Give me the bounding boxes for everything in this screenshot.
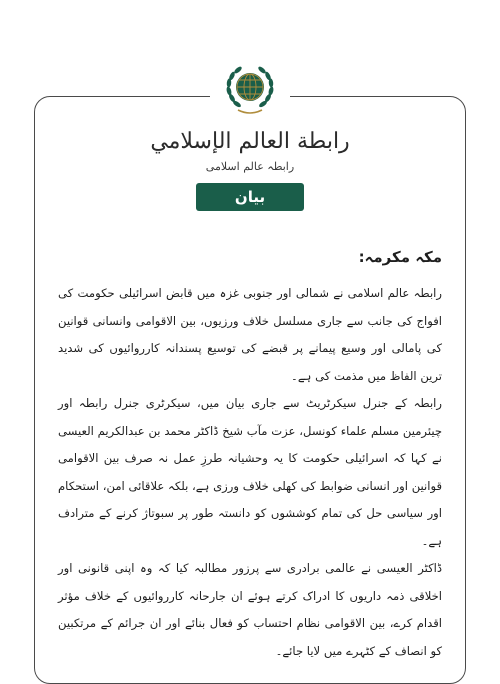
paragraph: رابطہ کے جنرل سیکرٹریٹ سے جاری بیان میں، سیکرٹری جنرل رابطہ اور چیئرمین مسلم علماء کونسل، عزت مآب شیخ ڈاکٹر محمد بن عبدالکریم العیسی نے کہا کہ اسرائیلی حکومت کا یہ وحشیانہ طرزِ عمل نہ صرف بین الاقوامی قوانین اور انسانی ضوابط کی کھلی خلاف ورزی ہے، بلکہ علاقائی امن، استحکام اور سیاسی حل کی تمام کوششوں کو دانستہ طور پر سبوتاژ کرنے کے مترادف ہے۔ [58,396,442,548]
paragraph: ڈاکٹر العیسی نے عالمی برادری سے پرزور مطالبہ کیا کہ وہ اپنی قانونی اور اخلاقی ذمہ داریوں کا ادراک کرتے ہوئے ان جارحانہ کارروائیوں کے خلاف مؤثر اقدام کرے، بین الاقوامی نظام احتساب کو فعال بنائے اور ان جرائم کے مرتکبین کو انصاف کے کٹہرے میں لایا جائے۔ [58,561,442,658]
org-logo [210,62,290,126]
org-name-arabic: رابطة العالم الإسلامي [150,129,350,154]
paragraph: رابطہ عالم اسلامی نے شمالی اور جنوبی غزہ میں قابض اسرائیلی حکومت کی افواج کی جانب سے جاری مسلسل خلاف ورزیوں، بین الاقوامی وانسانی قوانین کی پامالی اور وسیع پیمانے پر قبضے کی توسیع پسندانہ کارروائیوں کی شدید ترین الفاظ میں مذمت کی ہے۔ [58,286,442,383]
statement-body [58,248,442,665]
globe-emblem-icon [210,62,290,126]
statement-badge: بیان [196,183,304,211]
dateline-place: مکہ مکرمہ: [358,248,442,266]
org-name-urdu: رابطہ عالم اسلامی [205,160,295,173]
